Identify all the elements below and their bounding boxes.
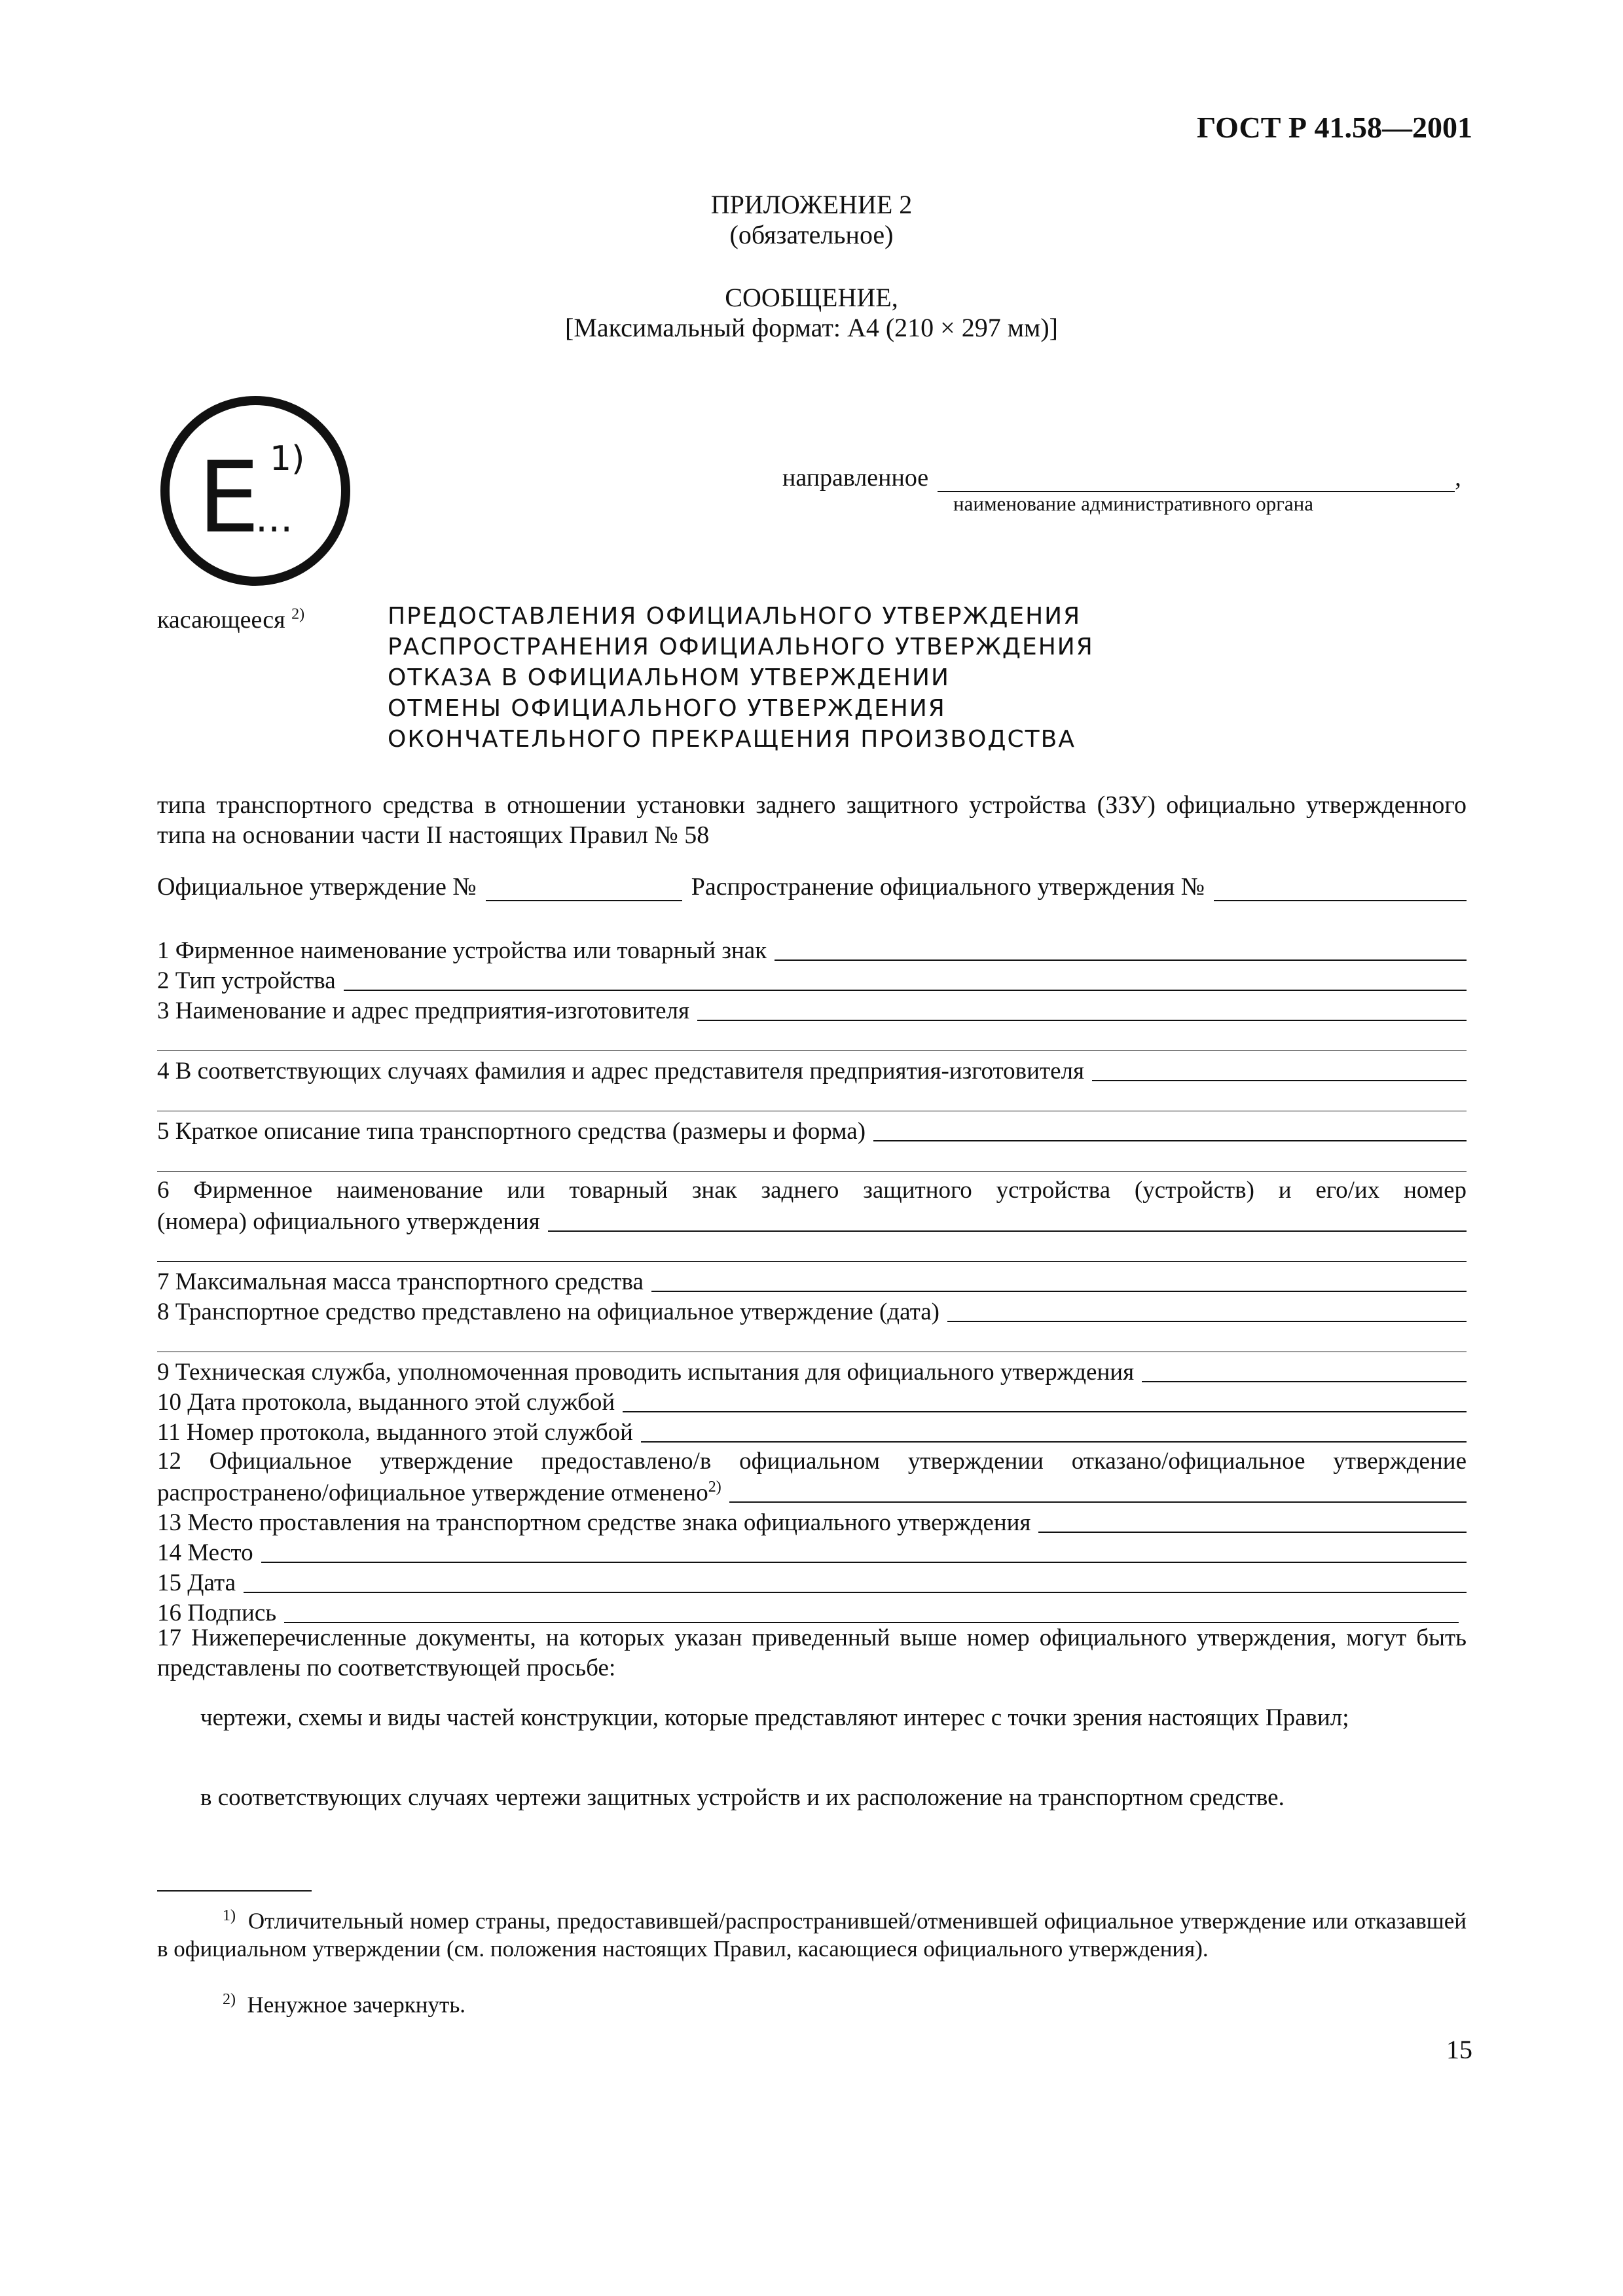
document-list-item-2: в соответствующих случаях чертежи защитных устройств и их расположение на транспортном средстве. bbox=[200, 1784, 1285, 1811]
item-4-extra-field[interactable] bbox=[157, 1091, 1467, 1111]
item-7: 7 Максимальная масса транспортного средства bbox=[157, 1266, 1467, 1296]
item-12-line-2: распространено/официальное утверждение отменено$^{2)}$ bbox=[157, 1477, 1467, 1507]
item-8-continuation bbox=[157, 1326, 1467, 1356]
emblem-number-placeholder: ... bbox=[255, 495, 293, 541]
footnote-1 bbox=[157, 1902, 1467, 1963]
item-3-field[interactable] bbox=[697, 1000, 1467, 1021]
standard-designation: ГОСТ Р 41.58—2001 bbox=[1197, 111, 1472, 144]
item-3-continuation bbox=[157, 1025, 1467, 1055]
footnote-2-mark: 2) bbox=[223, 1991, 236, 2008]
extension-no-label: Распространение официального утверждения № bbox=[691, 873, 1205, 901]
option-extension: РАСПРОСТРАНЕНИЯ ОФИЦИАЛЬНОГО УТВЕРЖДЕНИЯ bbox=[388, 634, 1094, 660]
approval-no-field[interactable] bbox=[486, 878, 682, 901]
document-list-item-1: чертежи, схемы и виды частей конструкции, которые представляют интерес с точки зрения настоящих Правил; bbox=[200, 1704, 1349, 1731]
item-8-field[interactable] bbox=[947, 1301, 1467, 1322]
item-10: 10 Дата протокола, выданного этой службой bbox=[157, 1386, 1467, 1416]
item-6-extra-field[interactable] bbox=[157, 1242, 1467, 1262]
concerning-footnote-mark: 2) bbox=[291, 605, 305, 623]
item-6-continuation bbox=[157, 1236, 1467, 1266]
item-6-line-2: (номера) официального утверждения bbox=[157, 1206, 1467, 1236]
item-3: 3 Наименование и адрес предприятия-изготовителя bbox=[157, 995, 1467, 1025]
item-8: 8 Транспортное средство представлено на официальное утверждение (дата) bbox=[157, 1296, 1467, 1326]
item-5-continuation bbox=[157, 1145, 1467, 1175]
item-5-field[interactable] bbox=[873, 1121, 1467, 1141]
item-13-field[interactable] bbox=[1038, 1512, 1467, 1533]
emblem-letter: E bbox=[198, 441, 260, 555]
item-11-field[interactable] bbox=[641, 1422, 1467, 1443]
option-refusal: ОТКАЗА В ОФИЦИАЛЬНОМ УТВЕРЖДЕНИИ bbox=[388, 664, 950, 691]
item-6-field[interactable] bbox=[548, 1211, 1467, 1232]
item-15-field[interactable] bbox=[244, 1572, 1467, 1593]
item-2: 2 Тип устройства bbox=[157, 965, 1467, 995]
addressee-row bbox=[782, 463, 1461, 492]
item-5: 5 Краткое описание типа транспортного средства (размеры и форма) bbox=[157, 1115, 1467, 1145]
item-15: 15 Дата bbox=[157, 1567, 1467, 1597]
item-1: 1 Фирменное наименование устройства или товарный знак bbox=[157, 935, 1467, 965]
footnote-1-mark: 1) bbox=[223, 1907, 236, 1924]
addressee-caption: наименование административного органа bbox=[953, 492, 1314, 515]
item-2-field[interactable] bbox=[344, 970, 1467, 991]
item-4-field[interactable] bbox=[1092, 1060, 1467, 1081]
item-4-continuation bbox=[157, 1085, 1467, 1115]
item-8-extra-field[interactable] bbox=[157, 1332, 1467, 1352]
signature-field[interactable] bbox=[284, 1602, 1459, 1623]
approval-mark-emblem bbox=[157, 393, 354, 589]
option-grant: ПРЕДОСТАВЛЕНИЯ ОФИЦИАЛЬНОГО УТВЕРЖДЕНИЯ bbox=[388, 603, 1082, 630]
option-production-discontinued: ОКОНЧАТЕЛЬНОГО ПРЕКРАЩЕНИЯ ПРОИЗВОДСТВА bbox=[388, 726, 1076, 753]
page-number: 15 bbox=[1446, 2035, 1472, 2064]
subject-paragraph: типа транспортного средства в отношении установки заднего защитного устройства (ЗЗУ) официально утвержденного типа на основании части II настоящих Правил № 58 bbox=[157, 791, 1467, 849]
option-withdrawal: ОТМЕНЫ ОФИЦИАЛЬНОГО УТВЕРЖДЕНИЯ bbox=[388, 695, 946, 722]
emblem-footnote-mark: 1) bbox=[270, 439, 305, 478]
concerning-label: касающееся $^{2)}$ bbox=[157, 605, 305, 634]
item-11: 11 Номер протокола, выданного этой службой bbox=[157, 1416, 1467, 1446]
item-10-field[interactable] bbox=[623, 1391, 1467, 1412]
item-14: 14 Место bbox=[157, 1537, 1467, 1567]
addressee-field[interactable] bbox=[938, 467, 1455, 492]
item-14-field[interactable] bbox=[261, 1542, 1467, 1563]
item-3-extra-field[interactable] bbox=[157, 1031, 1467, 1051]
extension-no-field[interactable] bbox=[1214, 878, 1467, 901]
form-format: [Максимальный формат: A4 (210 × 297 мм)] bbox=[565, 313, 1058, 342]
annex-title: ПРИЛОЖЕНИЕ 2 bbox=[710, 190, 913, 219]
item-12-footnote-mark: 2) bbox=[708, 1478, 721, 1496]
footnote-separator bbox=[157, 1890, 312, 1892]
footnote-2 bbox=[157, 1986, 1467, 2019]
item-5-extra-field[interactable] bbox=[157, 1151, 1467, 1172]
item-4: 4 В соответствующих случаях фамилия и адрес представителя предприятия-изготовителя bbox=[157, 1055, 1467, 1085]
approval-no-label: Официальное утверждение № bbox=[157, 873, 477, 901]
item-16: 16 Подпись bbox=[157, 1597, 1467, 1627]
item-12-line-1: 12 Официальное утверждение предоставлено/в официальном утверждении отказано/официальное утверждение bbox=[157, 1448, 1467, 1475]
footnote-1-text: Отличительный номер страны, предоставившей/распространившей/отменившей официальное утверждение или отказавшей в официальном утверждении (см. положения настоящих Правил, касающиеся официального утверждения). bbox=[157, 1908, 1467, 1962]
approval-numbers-row bbox=[157, 872, 1467, 901]
form-title: СООБЩЕНИЕ, bbox=[725, 283, 898, 312]
form-items bbox=[157, 935, 1467, 1627]
addressee-label: направленное bbox=[782, 464, 929, 492]
item-12-field[interactable] bbox=[729, 1482, 1467, 1503]
item-17: 17 Нижеперечисленные документы, на которых указан приведенный выше номер официального утверждения, могут быть представлены по соответствующей просьбе: bbox=[157, 1624, 1467, 1681]
footnote-2-text: Ненужное зачеркнуть. bbox=[247, 1992, 466, 2018]
concerning-options bbox=[388, 601, 1094, 755]
item-9: 9 Техническая служба, уполномоченная проводить испытания для официального утверждения bbox=[157, 1356, 1467, 1386]
item-9-field[interactable] bbox=[1142, 1361, 1467, 1382]
annex-status: (обязательное) bbox=[729, 220, 894, 249]
item-13: 13 Место проставления на транспортном средстве знака официального утверждения bbox=[157, 1507, 1467, 1537]
item-7-field[interactable] bbox=[651, 1271, 1467, 1292]
addressee-comma: , bbox=[1455, 464, 1461, 492]
item-6-line-1: 6 Фирменное наименование или товарный знак заднего защитного устройства (устройств) и его/их номер bbox=[157, 1177, 1467, 1204]
item-1-field[interactable] bbox=[775, 940, 1467, 961]
